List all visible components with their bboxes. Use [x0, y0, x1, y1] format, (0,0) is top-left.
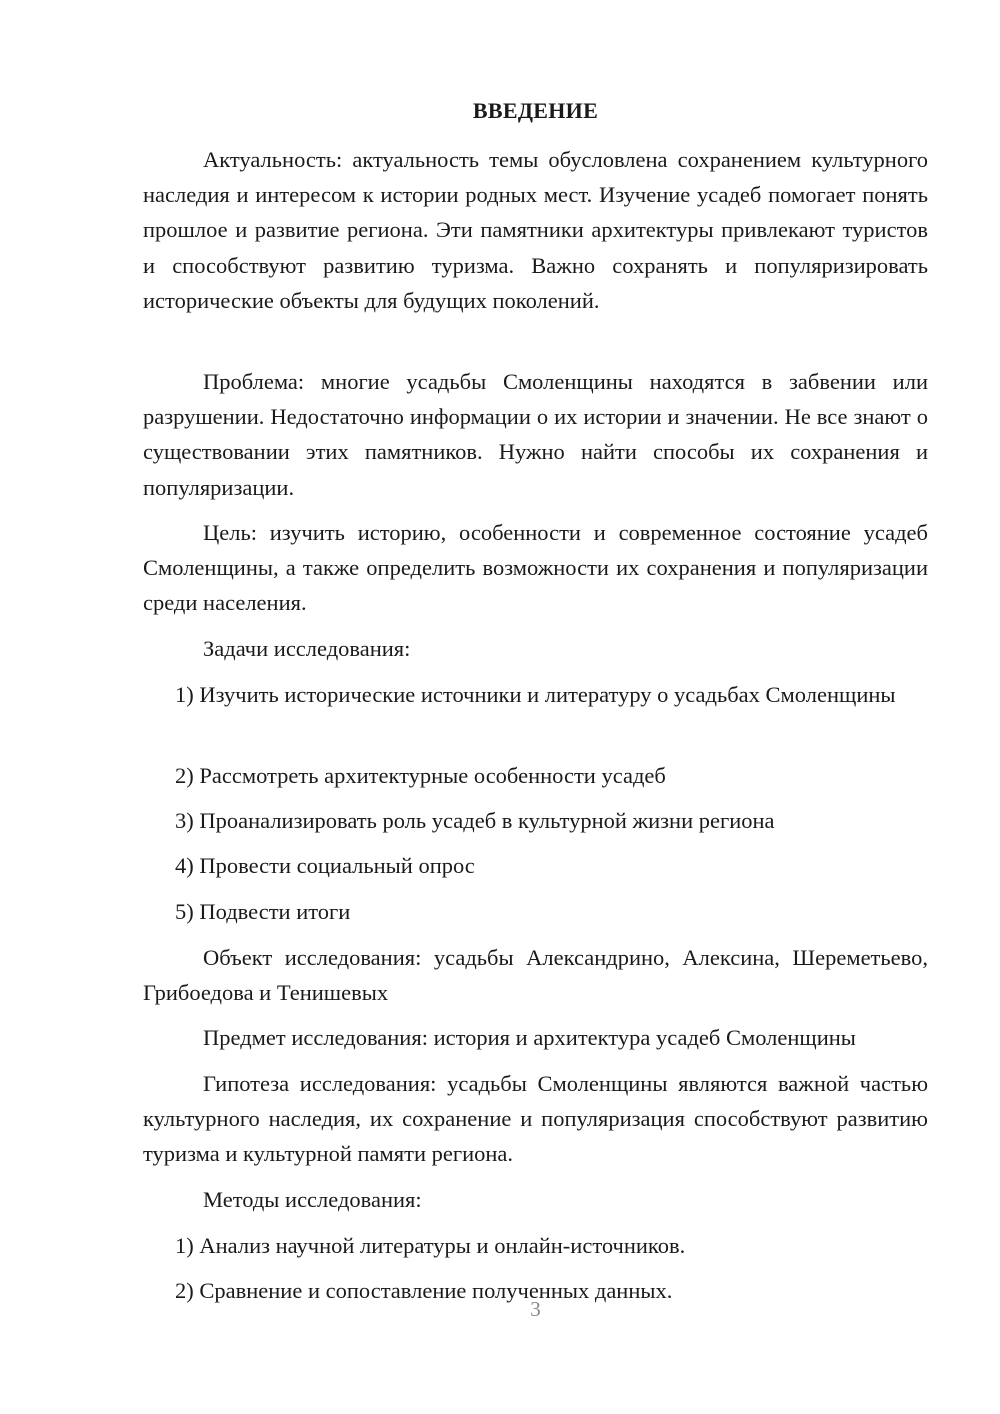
- method-item-2: 2) Сравнение и сопоставление полученных данных.: [175, 1278, 673, 1303]
- page-title: ВВЕДЕНИЕ: [472, 98, 599, 123]
- tasks-title: Задачи исследования:: [203, 636, 411, 661]
- relevance-paragraph: Актуальность: актуальность темы обусловлена сохранением культурного наследия и интересом к истории родных мест. Изучение усадеб помогает понять прошлое и развитие региона. Эти памятники архитектуры привлекают туристов и способствуют развитию туризма. Важно сохранять и популяризировать исторические объекты для будущих поколений.: [143, 147, 928, 313]
- task-item-5: 5) Подвести итоги: [175, 899, 351, 924]
- page-number: 3: [530, 1297, 541, 1321]
- task-item-3: 3) Проанализировать роль усадеб в культурной жизни региона: [175, 808, 775, 833]
- object-paragraph: Объект исследования: усадьбы Александрино, Алексина, Шереметьево, Грибоедова и Тенишевых: [143, 945, 928, 1006]
- methods-title: Методы исследования:: [203, 1187, 422, 1212]
- task-item-1: 1) Изучить исторические источники и литературу о усадьбах Смоленщины: [175, 682, 896, 707]
- task-item-4: 4) Провести социальный опрос: [175, 853, 475, 878]
- task-item-2: 2) Рассмотреть архитектурные особенности усадеб: [175, 763, 666, 788]
- hypothesis-paragraph: Гипотеза исследования: усадьбы Смоленщины являются важной частью культурного наследия, их сохранение и популяризация способствуют развитию туризма и культурной памяти региона.: [143, 1071, 928, 1167]
- problem-paragraph: Проблема: многие усадьбы Смоленщины находятся в забвении или разрушении. Недостаточно информации о их истории и значении. Не все знают о существовании этих памятников. Нужно найти способы их сохранения и популяризации.: [143, 369, 928, 500]
- method-item-1: 1) Анализ научной литературы и онлайн-источников.: [175, 1233, 686, 1258]
- subject-paragraph: Предмет исследования: история и архитектура усадеб Смоленщины: [203, 1025, 856, 1050]
- goal-paragraph: Цель: изучить историю, особенности и современное состояние усадеб Смоленщины, а также определить возможности их сохранения и популяризации среди населения.: [143, 520, 928, 616]
